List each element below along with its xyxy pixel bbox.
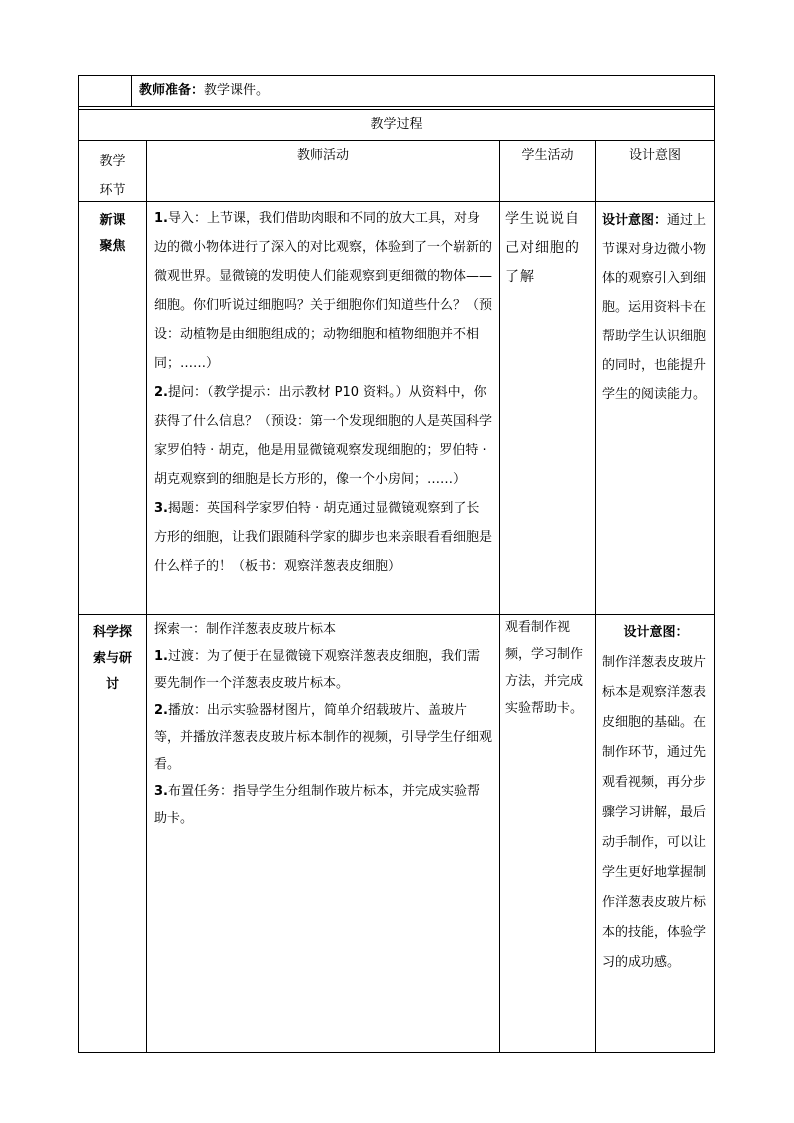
row2-teacher-item-1 (154, 643, 492, 697)
row2-teacher-item-2 (154, 697, 492, 778)
row2-student-activity: 观看制作视频，学习制作方法，并完成实验帮助卡。 (505, 620, 584, 716)
row1-stage (79, 208, 146, 260)
design-label: 设计意图： (623, 625, 689, 640)
prep-label: 教师准备： (139, 83, 205, 98)
row1-stage-line1: 新课 (99, 213, 126, 228)
item-number: 1. (154, 649, 168, 664)
prep-row (139, 83, 269, 99)
item-number: 2. (154, 703, 168, 718)
row1-teacher-item-1 (154, 204, 492, 378)
prep-text: 教学课件。 (204, 83, 270, 98)
table-rule (146, 140, 147, 1053)
item-text: 英国科学家罗伯特 · 胡克通过显微镜观察到了长方形的细胞，让我们跟随科学家的脚步也来亲眼看看细胞是什么样子的！（板书：观察洋葱表皮细胞） (154, 501, 493, 574)
table-rule (78, 109, 715, 110)
table-rule (78, 140, 715, 141)
row1-stage-line2: 聚焦 (99, 239, 126, 254)
table-rule (595, 140, 596, 1053)
design-text: 制作洋葱表皮玻片标本是观察洋葱表皮细胞的基础。在制作环节，通过先观看视频，再分步骤学习讲解，最后动手制作，可以让学生更好地掌握制作洋葱表皮玻片标本的技能，体验学习的成功感。 (602, 655, 707, 970)
table-rule (78, 201, 715, 202)
row2-stage-line2: 索与研 (92, 651, 132, 666)
item-text: 指导学生分组制作玻片标本，并完成实验帮助卡。 (154, 784, 481, 826)
item-lead: 布置任务： (167, 784, 233, 799)
item-text: 为了便于在显微镜下观察洋葱表皮细胞，我们需要先制作一个洋葱表皮玻片标本。 (154, 649, 481, 691)
row1-teacher-item-3 (154, 494, 492, 581)
row2-stage-line3: 讨 (105, 677, 119, 692)
item-number: 1. (154, 211, 168, 226)
process-title: 教学过程 (370, 117, 423, 132)
table-rule (78, 614, 715, 615)
header-student: 学生活动 (521, 148, 574, 163)
row1-teacher-activity (154, 204, 492, 581)
row1-student-activity: 学生说说自己对细胞的了解 (505, 211, 580, 285)
item-lead: 导入： (167, 211, 207, 226)
item-lead: 揭题： (167, 501, 207, 516)
row2-teacher-intro: 探索一：制作洋葱表皮玻片标本 (154, 622, 337, 637)
item-lead: 提问： (167, 385, 207, 400)
table-border-bottom (78, 1052, 715, 1053)
row1-teacher-item-2 (154, 378, 492, 494)
header-stage-line1: 教学 (99, 154, 126, 169)
table-rule (131, 75, 132, 107)
item-lead: 播放： (167, 703, 207, 718)
table-rule (78, 106, 715, 107)
item-text: （教学提示：出示教材 P10 资料。）从资料中，你获得了什么信息？（预设：第一个发现细胞的人是英国科学家罗伯特 · 胡克，他是用显微镜观察发现细胞的；罗伯特 · 胡克观察到的细胞是长方形的，像一个小房间；……） (154, 385, 493, 487)
item-lead: 过渡： (167, 649, 207, 664)
header-stage-line2: 环节 (99, 183, 126, 198)
design-label: 设计意图： (602, 213, 668, 228)
row1-design-intent (602, 206, 710, 409)
row2-teacher-activity (154, 616, 492, 832)
header-stage (79, 147, 146, 205)
table-border-top (78, 75, 715, 76)
item-text: 出示实验器材图片，简单介绍载玻片、盖玻片等，并播放洋葱表皮玻片标本制作的视频，引导学生仔细观看。 (154, 703, 493, 772)
table-rule (499, 140, 500, 1053)
item-number: 3. (154, 501, 168, 516)
design-text: 通过上节课对身边微小物体的观察引入到细胞。运用资料卡在帮助学生认识细胞的同时，也能提升学生的阅读能力。 (602, 213, 707, 402)
item-text: 上节课，我们借助肉眼和不同的放大工具，对身边的微小物体进行了深入的对比观察，体验到了一个崭新的微观世界。显微镜的发明使人们能观察到更细微的物体——细胞。你们听说过细胞吗？关于细胞你们知道些什么？（预设：动植物是由细胞组成的；动物细胞和植物细胞并不相同；……） (154, 211, 493, 371)
header-design: 设计意图 (628, 148, 681, 163)
item-number: 2. (154, 385, 168, 400)
table-border-right (714, 75, 715, 1053)
row2-stage-line1: 科学探 (92, 625, 132, 640)
header-teacher: 教师活动 (296, 148, 349, 163)
item-number: 3. (154, 784, 168, 799)
row2-teacher-item-3 (154, 778, 492, 832)
row2-design-intent (602, 618, 710, 978)
row2-stage (79, 620, 146, 698)
